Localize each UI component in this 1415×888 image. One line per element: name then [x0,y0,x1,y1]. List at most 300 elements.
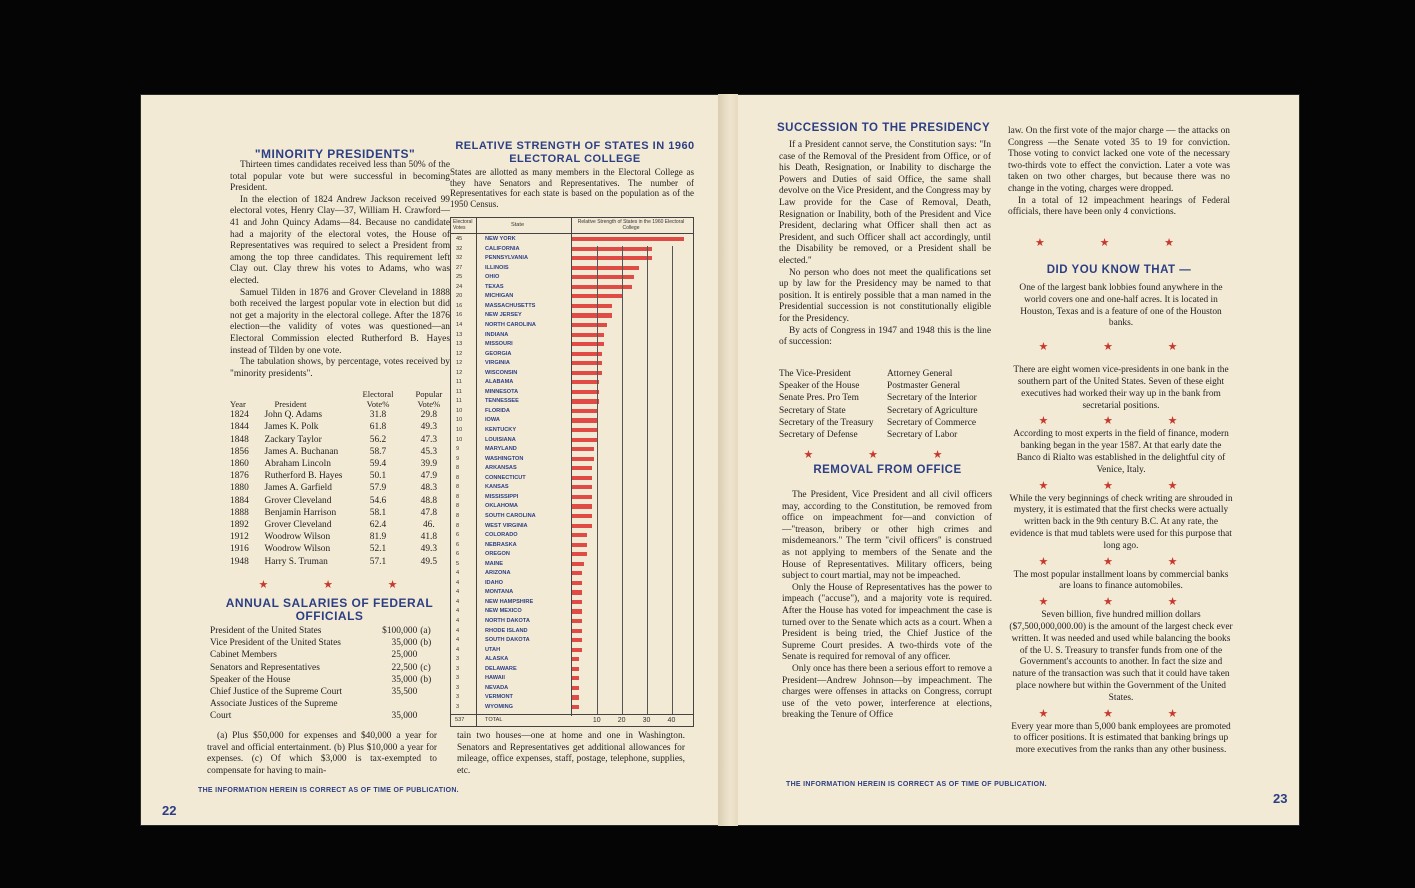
chart-vote-label: 8 [456,465,460,472]
minority-paragraph: Samuel Tilden in 1876 and Grover Cleveland in 1888 both received the largest popular vote in election but did not get a majority in the electoral college. After the 1876 election—the validity of votes was questioned—an Electoral Commission elected Rutherford B. Hayes instead of Tilden by one vote. [230,287,450,356]
salaries-footnote-continued: tain two houses—one at home and one in Washington. Senators and Representatives get additional allowances for mileage, office expenses, staff, postage, telephone, supplies, etc. [457,731,685,776]
fact-item: One of the largest bank lobbies found anywhere in the world covers one and one-half acres. It is located in Houston, Texas and is a feature of one of the Houston banks. [1019,283,1223,329]
chart-vote-label: 10 [456,407,463,414]
chart-bar [572,533,587,537]
chart-state-label: IOWA [485,417,500,424]
succession-office: Secretary of Agriculture [887,405,978,416]
succession-row [779,429,994,441]
chart-total-votes: 537 [455,717,465,723]
chart-state-label: NEW JERSEY [485,312,522,319]
chart-bar [572,543,587,547]
chart-bar [572,667,579,671]
table-cell: 62.4 [369,520,387,531]
chart-vote-label: 8 [456,484,460,491]
chart-state-label: SOUTH DAKOTA [485,637,530,644]
chart-vote-label: 3 [456,656,460,663]
chart-state-label: WEST VIRGINIA [485,522,528,529]
table-cell: 48.8 [420,495,438,506]
salary-amount: $100,000 [382,626,418,636]
table-cell: 1860 [230,459,249,469]
chart-vote-label: 4 [456,589,460,596]
chart-vote-label: 4 [456,579,460,586]
chart-bar [572,648,582,652]
table-row [230,531,452,543]
table-header-cell: Popular Vote% [415,389,443,409]
salaries-footnote: (a) Plus $50,000 for expenses and $40,000 a year for travel and official entertainment. (b) Plus $10,000 a year for expenses. (c) Of which $3,000 is tax-exempted to compensate for having to main- [207,731,437,776]
chart-col-votes: Electoral Votes [453,219,473,231]
chart-vote-label: 5 [456,560,460,567]
chart-vote-label: 12 [456,360,463,367]
table-header-row [230,390,452,409]
table-row [230,482,452,494]
succession-row [779,392,994,404]
chart-vote-label: 12 [456,350,463,357]
table-cell: Grover Cleveland [264,520,332,531]
table-cell: 50.1 [369,471,387,482]
chart-state-label: TENNESSEE [485,398,519,405]
chart-vote-label: 10 [456,427,463,433]
removal-text [782,490,992,722]
succession-office: Secretary of the Treasury [779,417,874,428]
chart-bar [572,495,592,499]
table-cell: 47.8 [420,507,438,518]
table-cell: 58.7 [369,446,387,457]
chart-tick-label: 20 [617,717,626,724]
salary-note-ref [417,698,440,722]
table-cell: 1892 [230,520,249,531]
table-cell: Grover Cleveland [264,495,332,506]
page-number-left: 22 [162,803,177,818]
salary-note-ref: (b) [420,674,432,685]
table-cell: 45.3 [420,446,438,457]
chart-state-label: MINNESOTA [485,388,519,395]
chart-vote-label: 10 [456,436,463,443]
succession-office: Postmaster General [887,381,961,392]
table-cell: 56.2 [369,434,387,445]
chart-state-label: ALABAMA [485,379,514,386]
chart-state-label: NEW YORK [485,236,516,242]
salaries-heading: ANNUAL SALARIES OF FEDERAL OFFICIALS [225,596,434,623]
table-cell: 46. [422,520,435,531]
chart-state-label: TEXAS [485,283,504,290]
chart-state-label: OHIO [485,274,500,281]
chart-bar [572,524,592,528]
star-ornament: ★ ★ ★ [1038,707,1204,720]
star-ornament: ★ ★ ★ [258,579,424,591]
chart-bar [572,323,607,327]
table-header-cell: President [274,398,307,409]
table-cell: 81.9 [369,532,387,543]
chart-state-label: KENTUCKY [485,427,517,433]
table-cell: Benjamin Harrison [264,507,337,518]
chart-vote-label: 6 [456,532,460,539]
table-row [230,556,452,568]
chart-bar [572,457,594,461]
table-cell: James K. Polk [264,422,319,433]
chart-state-label: NEBRASKA [485,541,517,548]
table-cell: 48.3 [420,483,438,494]
chart-gridline [672,246,673,714]
chart-state-label: MISSISSIPPI [485,493,519,500]
table-cell: 57.1 [369,556,387,567]
chart-bar [572,447,594,451]
removal-paragraph: The President, Vice President and all civil officers may, according to the Constitution, be removed from office on impeachment for—and conviction of—"treason, bribery or other high crimes and misdemeanors." The term "civil officers" is construed as not applying to members of the Senate and the House of Representatives. Military officers, being subject to court martial, may not be impeached. [782,490,992,582]
chart-state-label: SOUTH CAROLINA [485,512,536,519]
chart-bar [572,476,592,480]
table-cell: 52.1 [369,544,387,555]
chart-divider [476,218,477,726]
chart-state-label: OREGON [485,551,510,558]
chart-bar [572,313,612,317]
chart-vote-label: 6 [456,541,460,548]
chart-state-label: MICHIGAN [485,293,514,300]
succession-row [779,417,994,429]
chart-total-rule [451,714,693,715]
chart-vote-label: 11 [456,388,462,395]
succession-office: Speaker of the House [779,381,860,392]
table-cell: 57.9 [369,483,387,494]
chart-vote-label: 13 [456,331,463,338]
electoral-heading: RELATIVE STRENGTH OF STATES IN 1960 ELECTORAL COLLEGE [455,140,695,165]
salary-title: Senators and Representatives [210,662,320,673]
salary-amount: 25,000 [391,650,418,661]
salary-row [210,637,440,649]
succession-office: Senate Pres. Pro Tem [779,393,859,404]
chart-bar [572,256,652,260]
succession-office: Secretary of the Interior [887,393,977,404]
salary-amount: 35,000 [391,674,418,685]
chart-bar [572,237,684,241]
table-cell: Zackary Taylor [264,434,322,445]
chart-vote-label: 8 [456,474,460,481]
table-cell: 49.3 [420,544,438,555]
chart-vote-label: 6 [456,551,460,558]
succession-line-table [779,368,994,441]
minority-presidents-heading: "MINORITY PRESIDENTS" [254,147,416,161]
table-cell: 47.3 [420,434,438,445]
minority-paragraph: The tabulation shows, by percentage, votes received by "minority presidents". [230,357,450,379]
chart-state-label: IDAHO [485,579,504,586]
chart-state-label: NEVADA [485,684,509,691]
succession-office: Secretary of Labor [887,430,958,441]
electoral-intro: States are allotted as many members in the Electoral College as they have Senators and Representatives. The number of Representatives for each state is based on the population as of the 1950 Census. [450,167,694,209]
chart-bar [572,686,579,690]
chart-vote-label: 16 [456,302,463,309]
chart-state-label: WISCONSIN [485,369,518,376]
fact-item: Seven billion, five hundred million dollars ($7,500,000,000.00) is the amount of the largest check ever written. It was needed and used while balancing the books of the U. S. Treasury to transfer funds from one of the Government's accounts to another. In fact the size and nature of the transaction was such that it could have taken place nowhere but within the Government of the United States. [1009,610,1233,703]
removal-paragraph: Only the House of Representatives has the power to impeach ("accuse"), and a majority vote is required. After the House has voted for impeachment the case is turned over to the Senate which acts as a court. When a President is being tried, the Chief Justice of the Supreme Court presides. A two-thirds vote of the Senate is required for removal of any officer. [782,582,992,663]
chart-bar [572,619,582,623]
chart-vote-label: 24 [456,283,463,290]
did-you-know-facts [1008,283,1234,757]
table-cell: 1912 [230,532,249,543]
chart-bar [572,552,587,556]
chart-bar [572,504,592,508]
salaries-table [210,625,440,723]
salary-row [210,649,440,661]
chart-state-label: GEORGIA [485,350,512,357]
star-ornament: ★ ★ ★ [1038,415,1204,428]
chart-state-label: ARKANSAS [485,465,517,472]
salary-note-ref: (c) [420,662,431,673]
chart-bar [572,629,582,633]
chart-gridline [647,246,648,714]
chart-vote-label: 8 [456,503,460,510]
salary-row [210,662,440,674]
chart-bar [572,609,582,613]
salary-row [210,698,440,722]
table-cell: 58.1 [369,507,387,518]
chart-total-label: TOTAL [485,717,503,723]
succession-row [779,380,994,392]
chart-state-label: MASSACHUSETTS [485,302,536,309]
table-cell: 49.3 [420,422,438,433]
succession-office: Attorney General [887,369,953,379]
chart-vote-label: 11 [456,379,462,386]
chart-vote-label: 8 [456,522,460,529]
chart-vote-label: 4 [456,637,460,644]
chart-vote-label: 8 [456,512,460,519]
chart-bar [572,466,592,470]
table-cell: 1884 [230,495,249,506]
chart-state-label: FLORIDA [485,407,510,414]
succession-office: Secretary of Commerce [887,417,977,428]
table-row [230,421,452,433]
right-footer: THE INFORMATION HEREIN IS CORRECT AS OF TIME OF PUBLICATION. [786,781,1047,788]
chart-col-title: Relative Strength of States in the 1960 Electoral College [577,219,685,231]
chart-state-label: ALASKA [485,656,509,663]
table-row [230,495,452,507]
chart-vote-label: 45 [456,236,463,242]
chart-state-label: NORTH DAKOTA [485,618,530,624]
succession-row [779,405,994,417]
table-cell: John Q. Adams [264,410,323,421]
chart-vote-label: 9 [456,446,460,453]
table-cell: 1824 [230,410,249,421]
chart-vote-label: 14 [456,321,463,328]
page-number-right: 23 [1273,791,1288,806]
table-cell: 31.8 [369,410,387,421]
star-ornament: ★ ★ ★ [1034,237,1201,249]
chart-bar [572,590,582,594]
salary-amount: 35,000 [391,638,418,649]
table-row [230,519,452,531]
star-ornament: ★ ★ ★ [1038,479,1204,492]
fact-item: There are eight women vice-presidents in one bank in the southern part of the United States. Seven of these eight executives had worked their way up in the bank from secretarial positions. [1013,365,1229,411]
chart-state-label: CONNECTICUT [485,474,526,481]
table-cell: 59.4 [369,459,387,469]
removal-continued-paragraph: In a total of 12 impeachment hearings of Federal officials, there have been only 4 convictions. [1008,195,1230,218]
table-cell: Harry S. Truman [264,556,328,567]
succession-office: Secretary of Defense [779,430,858,441]
chart-state-label: MISSOURI [485,341,513,348]
table-cell: Abraham Lincoln [264,459,331,469]
succession-office: Secretary of State [779,405,846,416]
chart-state-label: MARYLAND [485,446,517,453]
chart-vote-label: 3 [456,684,460,691]
table-cell: 1948 [230,556,249,567]
chart-gridline [622,246,623,714]
table-row [230,446,452,458]
chart-state-label: VIRGINIA [485,360,510,367]
chart-vote-label: 13 [456,341,463,348]
table-cell: 29.8 [420,410,438,421]
chart-vote-label: 3 [456,665,460,672]
chart-vote-label: 4 [456,618,460,624]
minority-paragraph: In the election of 1824 Andrew Jackson received 99 electoral votes, Henry Clay—37, William H. Crawford—41 and John Quincy Adams—84. Because no candidate had a majority of the electoral votes, the House of Representatives was required to select a President from among the top three candidates. This requirement left Clay out. Clay threw his votes to Adams, who was elected. [230,194,450,286]
salary-amount: 22,500 [391,662,418,673]
salary-title: President of the United States [210,626,322,636]
chart-state-label: NEW HAMPSHIRE [485,598,534,605]
table-row [230,458,452,470]
salary-note-ref: (a) [420,626,431,636]
chart-bar [572,399,599,403]
chart-bar [572,266,639,270]
succession-paragraph: If a President cannot serve, the Constitution says: "In case of the Removal of the President from Office, or of his Death, Resignation, or Inability to discharge the Powers and Duties of said Office, the same shall devolve on the Vice President, and the Congress may by Law provide for the Case of Removal, Death, Resignation or Inability, both of the President and Vice President, declaring what Officer shall then act as President, and such Officer shall act accordingly, until the Disability be removed, or a President shall be elected." [779,140,991,266]
removal-paragraph: Only once has there been a serious effort to remove a President—Andrew Johnson—by impeachment. The charges were offenses in attacks on Congress, corrupt use of the veto power, interference at elections, breaking the Tenure of Office [782,663,992,721]
chart-vote-label: 20 [456,293,463,300]
table-cell: 61.8 [369,422,387,433]
chart-state-label: KANSAS [485,484,509,491]
chart-vote-label: 4 [456,646,460,653]
chart-bar [572,657,579,661]
did-you-know-heading: DID YOU KNOW THAT — [1046,264,1192,276]
table-cell: 1848 [230,434,249,445]
salary-note-ref: (b) [420,638,432,649]
chart-state-label: MONTANA [485,589,514,596]
chart-bar [572,514,592,518]
table-cell: 1856 [230,446,249,457]
booklet-spine [718,94,738,826]
succession-heading: SUCCESSION TO THE PRESIDENCY [777,122,991,134]
chart-vote-label: 25 [456,274,463,281]
chart-vote-label: 4 [456,627,460,634]
star-ornament: ★ ★ ★ [1038,596,1204,609]
chart-bar [572,562,584,566]
star-ornament: ★ ★ ★ [803,449,969,461]
succession-paragraph: No person who does not meet the qualifications set up by law for the Presidency may be named to that position. It is entirely possible that a man named in the Presidential succession is not constitutionally eligible for the Presidency. [779,267,991,324]
fact-item: Every year more than 5,000 bank employees are promoted to officer positions. It is estimated that banking brings up more executives from the ranks than any other business. [1011,721,1231,756]
chart-bar [572,600,582,604]
electoral-chart [450,217,694,727]
chart-bar [572,390,599,394]
chart-state-label: VERMONT [485,694,513,701]
chart-bar [572,485,592,489]
chart-vote-label: 4 [456,598,460,605]
chart-bar [572,418,597,422]
fact-item: The most popular installment loans by commercial banks are loans to finance automobiles. [1013,569,1229,592]
table-cell: 49.5 [420,556,438,567]
chart-state-label: MAINE [485,560,504,567]
chart-bar [572,380,599,384]
table-row [230,543,452,555]
minority-presidents-table [230,390,452,568]
salary-title: Cabinet Members [210,650,277,661]
chart-state-label: CALIFORNIA [485,245,520,252]
chart-bar [572,333,604,337]
chart-state-label: NEW MEXICO [485,608,522,615]
salary-note-ref [417,649,440,661]
chart-vote-label: 4 [456,570,460,577]
chart-state-label: LOUISIANA [485,436,516,443]
star-ornament: ★ ★ ★ [1038,555,1204,568]
table-cell: Rutherford B. Hayes [264,471,343,482]
chart-col-state: State [511,222,525,228]
table-row [230,470,452,482]
minority-paragraph: Thirteen times candidates received less than 50% of the total popular vote but were successful in becoming President. [230,160,450,194]
succession-row [779,368,994,380]
chart-state-label: ILLINOIS [485,264,509,271]
chart-vote-label: 9 [456,455,460,462]
chart-vote-label: 3 [456,703,460,710]
chart-bar [572,571,582,575]
table-cell: 1844 [230,422,249,433]
chart-state-label: HAWAII [485,675,505,682]
chart-vote-label: 32 [456,245,463,252]
chart-vote-label: 12 [456,369,463,376]
chart-bar [572,695,579,699]
chart-state-label: COLORADO [485,532,518,539]
table-header-cell: Year [230,398,246,409]
star-ornament: ★ ★ ★ [1038,341,1204,354]
salary-title: Chief Justice of the Supreme Court [210,687,343,698]
chart-vote-label: 27 [456,264,463,271]
left-footer: THE INFORMATION HEREIN IS CORRECT AS OF TIME OF PUBLICATION. [198,787,459,794]
table-cell: 1880 [230,483,249,494]
salary-title: Speaker of the House [210,674,291,685]
removal-continued-paragraph: law. On the first vote of the major charge — the attacks on Congress —the Senate voted 35 to 19 for conviction. Those voting to convict lacked one vote of the necessary two-thirds vote to effect the conviction. Later a vote was taken on two other charges, but because there was no change in the voting, charges were dropped. [1008,126,1230,194]
fact-item: While the very beginnings of check writing are shrouded in mystery, it is estimated that the first checks were actually written back in the 9th century B.C. At any rate, the evidence is that mud tablets were used for this purpose that long ago. [1009,493,1233,551]
chart-bar [572,428,597,432]
succession-office: The Vice-President [779,369,851,379]
chart-bar [572,409,597,413]
chart-state-label: WASHINGTON [485,455,524,462]
table-cell: James A. Buchanan [264,446,339,457]
chart-bar [572,581,582,585]
chart-vote-label: 11 [456,398,462,405]
succession-text [779,140,991,349]
chart-vote-label: 10 [456,417,463,424]
chart-tick-label: 40 [667,717,676,724]
removal-heading: REMOVAL FROM OFFICE [813,464,962,476]
chart-state-label: NORTH CAROLINA [485,321,536,328]
chart-bar [572,247,652,251]
chart-state-label: DELAWARE [485,665,517,672]
chart-vote-label: 8 [456,493,460,500]
table-cell: 41.8 [420,532,438,543]
chart-bar [572,705,579,709]
table-cell: 54.6 [369,495,387,506]
chart-state-label: INDIANA [485,331,509,338]
chart-bar [572,275,634,279]
fact-item: According to most experts in the field of finance, modern banking began in the year 1587. At that early date the Banco di Rialto was established in the delightful city of Venice, Italy. [1013,429,1229,475]
chart-bar [572,304,612,308]
chart-state-label: OKLAHOMA [485,503,518,510]
chart-vote-label: 4 [456,608,460,615]
chart-vote-label: 16 [456,312,463,319]
salary-row [210,625,440,637]
table-cell: 1876 [230,471,249,482]
chart-vote-label: 3 [456,675,460,682]
chart-state-label: WYOMING [485,703,513,710]
table-cell: 39.9 [420,459,438,469]
table-header-cell: Electoral Vote% [362,389,394,409]
salary-amount: 35,500 [391,687,418,698]
table-row [230,507,452,519]
table-cell: Woodrow Wilson [264,532,331,543]
chart-state-label: PENNSYLVANIA [485,255,528,262]
table-row [230,434,452,446]
